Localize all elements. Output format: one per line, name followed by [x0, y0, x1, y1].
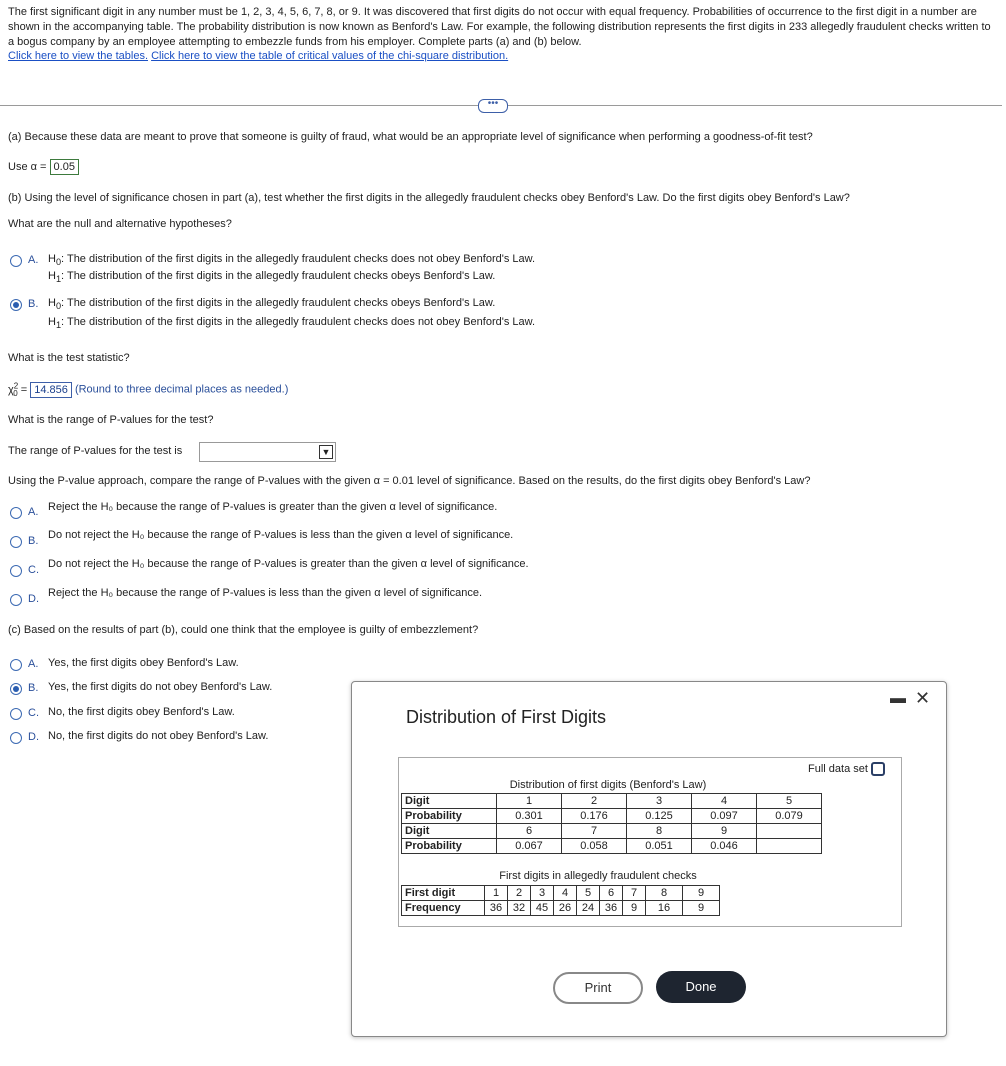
row-label: First digit [402, 886, 485, 901]
p-range-dropdown[interactable] [199, 442, 336, 462]
decision-option-a-radio[interactable] [10, 507, 22, 519]
decision-option-b-letter: B. [28, 535, 39, 547]
hyp-option-b-letter: B. [28, 298, 39, 310]
table-cell: 5 [577, 886, 600, 901]
dialog-title: Distribution of First Digits [406, 707, 607, 727]
c-option-a-text: Yes, the first digits obey Benford's Law. [48, 657, 239, 669]
done-button[interactable]: Done [656, 971, 746, 1003]
hyp-option-a-h1: $H_1$: The distribution of the first digits in the allegedly fraudulent checks obeys Benford's Law. [48, 270, 496, 285]
minimize-icon[interactable]: ▬ [890, 690, 906, 707]
copy-icon[interactable] [871, 762, 885, 776]
hyp-option-b-h0: $H_0$: The distribution of the first digits in the allegedly fraudulent checks obeys Benford's Law. [48, 297, 496, 312]
table-cell: 16 [646, 901, 683, 916]
decision-option-a-text: Reject the H₀ because the range of P-values is greater than the given α level of significance. [48, 501, 498, 513]
decision-option-c-radio[interactable] [10, 565, 22, 577]
table-cell: 0.058 [562, 839, 627, 854]
c-option-d-radio[interactable] [10, 732, 22, 744]
table-row [402, 824, 822, 839]
row-label: Digit [402, 794, 497, 809]
table-cell: 0.301 [497, 809, 562, 824]
table-cell: 3 [531, 886, 554, 901]
table-cell [757, 839, 822, 854]
table-cell: 36 [600, 901, 623, 916]
part-a-question: (a) Because these data are meant to prove that someone is guilty of fraud, what would be an appropriate level of significance when performing a goodness-of-fit test? [8, 131, 813, 143]
c-option-a-radio[interactable] [10, 659, 22, 671]
chi-square-symbol: $\chi^2_0$ = [8, 381, 28, 398]
benford-caption: Distribution of first digits (Benford's Law) [509, 779, 707, 791]
table-cell: 0.097 [692, 809, 757, 824]
hyp-option-b-h1: $H_1$: The distribution of the first digits in the allegedly fraudulent checks does not obey Benford's Law. [48, 316, 536, 331]
print-button[interactable]: Print [553, 972, 643, 1004]
part-b-question: (b) Using the level of significance chosen in part (a), test whether the first digits in the allegedly fraudulent checks obey Benford's Law. Do the first digits obey Benford's Law? [8, 192, 850, 204]
decision-option-a-letter: A. [28, 506, 39, 518]
c-option-a-letter: A. [28, 658, 39, 670]
table-cell: 9 [623, 901, 646, 916]
table-cell: 45 [531, 901, 554, 916]
table-cell [757, 824, 822, 839]
expand-ellipsis-button[interactable]: ••• [478, 99, 508, 113]
table-cell: 9 [683, 901, 720, 916]
table-cell: 36 [485, 901, 508, 916]
table-cell: 8 [627, 824, 692, 839]
table-cell: 5 [757, 794, 822, 809]
table-cell: 0.079 [757, 809, 822, 824]
c-option-c-letter: C. [28, 707, 39, 719]
fraud-caption: First digits in allegedly fraudulent checks [499, 870, 697, 882]
chi-square-table-link[interactable]: Click here to view the table of critical values of the chi-square distribution. [151, 50, 509, 62]
table-cell: 1 [485, 886, 508, 901]
table-row [402, 839, 822, 854]
decision-option-c-letter: C. [28, 564, 39, 576]
table-cell: 7 [623, 886, 646, 901]
c-option-d-letter: D. [28, 731, 39, 743]
table-cell: 6 [497, 824, 562, 839]
table-cell: 6 [600, 886, 623, 901]
table-cell: 9 [692, 824, 757, 839]
full-data-set-label: Full data set [808, 762, 868, 775]
table-row [402, 794, 822, 809]
table-cell: 3 [627, 794, 692, 809]
hypotheses-question: What are the null and alternative hypotheses? [8, 218, 232, 230]
p-range-question: What is the range of P-values for the test? [8, 414, 214, 426]
table-cell: 0.125 [627, 809, 692, 824]
c-option-c-text: No, the first digits obey Benford's Law. [48, 706, 235, 718]
alpha-answer[interactable]: 0.05 [50, 159, 79, 175]
table-row [402, 809, 822, 824]
table-row [402, 886, 720, 901]
close-icon[interactable]: ✕ [915, 688, 931, 708]
hyp-option-a-letter: A. [28, 254, 39, 266]
hyp-option-b-radio[interactable] [10, 299, 22, 311]
row-label: Digit [402, 824, 497, 839]
table-cell: 9 [683, 886, 720, 901]
test-statistic-row [8, 381, 288, 398]
c-option-b-radio[interactable] [10, 683, 22, 695]
test-statistic-question: What is the test statistic? [8, 352, 130, 364]
table-cell: 0.046 [692, 839, 757, 854]
table-cell: 0.051 [627, 839, 692, 854]
decision-option-d-text: Reject the H₀ because the range of P-values is less than the given α level of significance. [48, 587, 483, 599]
part-c-question: (c) Based on the results of part (b), could one think that the employee is guilty of embezzlement? [8, 624, 479, 636]
table-cell: 2 [562, 794, 627, 809]
table-cell: 32 [508, 901, 531, 916]
decision-option-c-text: Do not reject the H₀ because the range of P-values is greater than the given α level of significance. [48, 558, 529, 570]
decision-option-d-radio[interactable] [10, 594, 22, 606]
dropdown-arrow-icon[interactable]: ▼ [319, 445, 333, 459]
c-option-b-letter: B. [28, 682, 39, 694]
links-row [8, 50, 508, 62]
hyp-option-a-radio[interactable] [10, 255, 22, 267]
row-label: Probability [402, 839, 497, 854]
table-cell: 4 [692, 794, 757, 809]
c-option-b-text: Yes, the first digits do not obey Benford's Law. [48, 681, 273, 693]
c-option-d-text: No, the first digits do not obey Benford's Law. [48, 730, 269, 742]
hyp-option-a-h0: $H_0$: The distribution of the first digits in the allegedly fraudulent checks does not obey Benford's Law. [48, 253, 536, 268]
table-cell: 4 [554, 886, 577, 901]
table-cell: 8 [646, 886, 683, 901]
table-cell: 7 [562, 824, 627, 839]
table-row [402, 901, 720, 916]
row-label: Frequency [402, 901, 485, 916]
table-cell: 2 [508, 886, 531, 901]
view-tables-link[interactable]: Click here to view the tables. [8, 50, 149, 62]
compare-question: Using the P-value approach, compare the range of P-values with the given α = 0.01 level of significance. Based on the results, do the first digits obey Benford's Law? [8, 475, 811, 487]
row-label: Probability [402, 809, 497, 824]
alpha-row [8, 159, 79, 175]
table-cell: 26 [554, 901, 577, 916]
p-range-label: The range of P-values for the test is [8, 445, 183, 457]
table-cell: 1 [497, 794, 562, 809]
benford-table [401, 793, 822, 854]
table-cell: 0.176 [562, 809, 627, 824]
decision-option-b-text: Do not reject the H₀ because the range of P-values is less than the given α level of significance. [48, 529, 514, 541]
c-option-c-radio[interactable] [10, 708, 22, 720]
decision-option-d-letter: D. [28, 593, 39, 605]
full-data-set-button[interactable] [808, 762, 885, 776]
decision-option-b-radio[interactable] [10, 536, 22, 548]
table-cell: 24 [577, 901, 600, 916]
rounding-note: (Round to three decimal places as needed.) [74, 383, 289, 396]
test-statistic-answer[interactable]: 14.856 [30, 382, 72, 398]
problem-intro: The first significant digit in any number must be 1, 2, 3, 4, 5, 6, 7, 8, or 9. It was discovered that first digits do not occur with equal frequency. Probabilities of occurrence to the first digit in a number are shown in the accompanying table. The probability distribution is now known as Benford's Law. For example, the following distribution represents the first digits in 233 allegedly fraudulent checks written to a bogus company by an employee attempting to embezzle funds from his employer. Complete parts (a) and (b) below. [8, 6, 991, 48]
use-alpha-label: Use α = [8, 161, 47, 173]
table-cell: 0.067 [497, 839, 562, 854]
fraud-table [401, 885, 720, 916]
